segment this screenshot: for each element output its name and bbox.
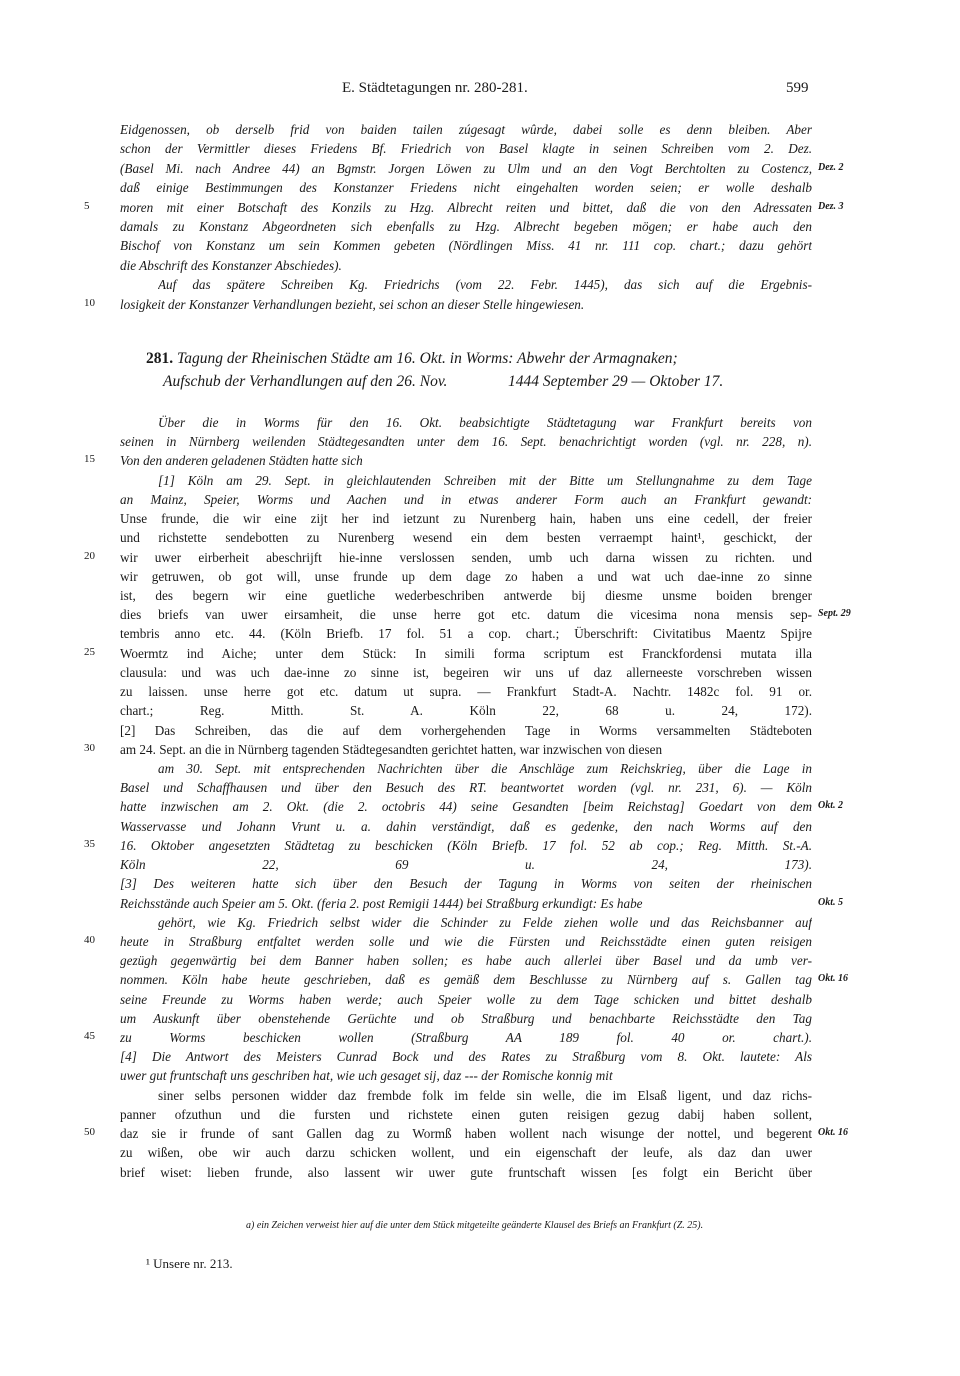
text-line: hatte inzwischen am 2. Okt. (die 2. octobris 44) seine Gesandten [beim Reichstag] Goedart von dem [120,799,812,815]
text-line: seinen in Nürnberg weilenden Städtegesandten unter dem 16. Sept. benachrichtigt worden (vgl. nr. 228, n). [120,434,812,450]
text-line: an Mainz, Speier, Worms und Aachen und in etwas anderer Form auch an Frankfurt gewandt: [120,491,812,507]
line-number: 40 [84,933,95,946]
text-line: die Abschrift des Konstanzer Abschiedes). [120,257,342,273]
text-line: ist, des begern wir eine guetliche wederbeschriben antwerde bij diesme unsme boiden brenger [120,587,812,603]
text-line: clausula: und was uch dae-inne zo sinne ist, begeiren wir uns uf daz allerneeste vorschreben wissen [120,664,812,680]
text-line: Bischof von Konstanz um sein Kommen gebeten (Nördlingen Miss. 41 nr. 111 cop. chart.; dazu gehört [120,238,812,254]
text-line: nommen. Köln habe heute geschrieben, daß es gemäß dem Beschlusse zu Nürnberg auf s. Gallen tag [120,972,812,988]
line-number: 20 [84,549,95,562]
text-line: um Auskunft über obenstehende Gerüchte und ob Straßburg und benachbarte Reichsstädte den Tag [120,1010,812,1026]
margin-date-note: Okt. 2 [818,800,843,812]
text-line: gehört, wie Kg. Friedrich selbst wider die Schinder zu Felde ziehen wolle und das Reichsbanner auf [158,914,812,930]
margin-date-note: Okt. 16 [818,1127,848,1139]
section-title-text: Tagung der Rheinischen Städte am 16. Okt. in Worms: Abwehr der Armagnaken; [177,350,678,367]
text-line: und richstette sendebotten zu Nurenberg wesend ein dem besten verraempt haint¹, geschickt, der [120,530,812,546]
text-line: panner ofzuthun und die fursten und richstete einen guten reisigen gezug dabij haben sollent, [120,1106,812,1122]
text-line: schon der Vermittler dieses Friedens Bf. Friedrich von Basel klagte in seinen Schreiben vom 2. Dez. [120,141,812,157]
text-line: Reichsstände auch Speier am 5. Okt. (feria 2. post Remigii 1444) bei Straßburg erkundigt: Es habe [120,895,643,911]
text-line: Über die in Worms für den 16. Okt. beabsichtigte Städtetagung war Frankfurt bereits von [158,415,812,430]
text-line: heute in Straßburg entfaltet werden solle und wie die Fürsten und Reichsstädte einen guten reisigen [120,933,812,949]
text-line: gezügh gegenwärtig bei dem Banner haben sollen; es habe auch allerlei über Basel und da umb ver- [120,953,812,969]
text-line: seine Freunde zu Worms haben werde; auch Speier wolle zu dem Tage schicken und bittet deshalb [120,991,812,1007]
section-date: 1444 September 29 — Oktober 17. [508,373,724,390]
text-line: Köln 22, 69 u. 24, 173). [120,857,812,873]
section-title-line1 [146,350,678,368]
text-line: tembris anno etc. 44. (Köln Briefb. 17 fol. 51 a cop. chart.; Überschrift: Civitatibus Maentz Spijre [120,626,812,642]
text-line: moren mit einer Botschaft des Konzils zu Hzg. Albrecht reiten und bittet, daß die von den Adressaten [120,199,812,215]
text-line: am 24. Sept. an die in Nürnberg tagenden Städtegesandten gerichtet hatten, war inzwischen von diesen [120,741,663,757]
line-number: 25 [84,645,95,658]
line-number: 10 [84,296,95,309]
text-line: brief wiset: lieben frunde, also lassent wir uwer gute fruntschaft wissen [es folgt ein Bericht über [120,1164,812,1180]
text-line: damals zu Konstanz Abgeordneten sich ebenfalls zu Hzg. Albrecht begeben mögen; er habe auch den [120,219,812,234]
text-line: dies briefs van uwer eirsamheit, die unse herre got etc. datum die vicesima nona mensis sep- [120,607,812,623]
line-number: 5 [84,199,90,212]
margin-date-note: Sept. 29 [818,608,851,620]
text-line: zu Worms beschicken wollen (Straßburg AA 189 fol. 40 or. chart.). [120,1030,812,1046]
text-line: Auf das spätere Schreiben Kg. Friedrichs (vom 22. Febr. 1445), das sich auf die Ergebnis- [158,277,812,293]
text-line: am 30. Sept. mit entsprechenden Nachrichten über die Anschläge zum Reichskrieg, über die Lage in [158,760,812,776]
text-line: Eidgenossen, ob derselb frid von baiden tailen zúgesagt wûrde, dabei solle es denn bleiben. Aber [120,122,812,137]
text-line: zu wißen, obe wir auch darzu schicken wollent, und ein eigenschaft der leufe, als daz dan uwer [120,1145,812,1161]
text-line: Von den anderen geladenen Städten hatte sich [120,453,363,469]
text-line: [2] Das Schreiben, das die auf dem vorhergehenden Tage in Worms versammelten Städteboten [120,722,812,738]
text-line: siner selbs personen widder daz frembde folk im felde sin welle, die im Elsaß ligent, und daz richs- [158,1087,812,1103]
footnote-a: a) ein Zeichen verweist hier auf die unter dem Stück mitgeteilte geänderte Klausel des Briefs an Frankfurt (Z. 25). [246,1220,704,1231]
text-line: [1] Köln am 29. Sept. in gleichlautenden Schreiben mit der Bitte um Stellungnahme zu dem Tage [158,472,812,488]
page-number: 599 [786,80,809,96]
line-number: 45 [84,1030,95,1043]
text-line: Wasservasse und Johann Vrunt u. a. dahin verständigt, daß es gedenke, den nach Worms auf den [120,818,812,834]
footnote-1: ¹ Unsere nr. 213. [146,1256,233,1271]
text-line: [3] Des weiteren hatte sich über den Besuch der Tagung in Worms von seiten der rheinischen [120,876,812,892]
section-number: 281. [146,350,174,367]
text-line: wir getruwen, ob got will, unse frunde up dem dage zo haben a und wat uch dae-inne zo sinne [120,568,812,584]
text-line: wir uwer eirberheit abeschrijft hie-inne verslossen senden, umb uch darna wissen zu richten. und [120,549,812,565]
line-number: 50 [84,1126,95,1139]
text-line: uwer gut fruntschaft uns geschriben hat, wie uch gesaget sij, daz --- der Romische konnig mit [120,1068,613,1084]
text-line: losigkeit der Konstanzer Verhandlungen bezieht, sei schon an dieser Stelle hingewiesen. [120,296,585,312]
margin-date-note: Okt. 5 [818,896,843,908]
margin-date-note: Dez. 2 [818,161,844,173]
margin-date-note: Dez. 3 [818,200,844,212]
text-line: 16. Oktober angesetzten Städtetag zu beschicken (Köln Briefb. 17 fol. 52 ab cop.; Reg. Mitth. St.-A. [120,837,812,853]
text-line: Unse frunde, die wir eine zijt her ind ietzunt zu Nurenberg hain, haben uns eine cedell, der freier [120,511,812,527]
text-line: daz sie ir frunde of sant Gallen dag zu Wormß haben wollent nach wisunge der nottel, und begerent [120,1126,812,1142]
text-line: Woermtz ind Aiche; unter dem Stück: In simili forma scriptum est Franckfordensi mutata illa [120,645,812,661]
text-line: [4] Die Antwort des Meisters Cunrad Bock und des Rates zu Straßburg vom 8. Okt. lautete: Als [120,1049,812,1065]
text-line: (Basel Mi. nach Andree 44) an Bgmstr. Jorgen Löwen zu Ulm und an den Vogt Berchtolten zu Costencz, [120,160,812,176]
text-line: daß einige Bestimmungen des Konstanzer Friedens nicht eingehalten worden seien; er wolle deshalb [120,180,812,196]
text-line: chart.; Reg. Mitth. St. A. Köln 22, 68 u. 24, 172). [120,703,812,719]
running-title: E. Städtetagungen nr. 280-281. [342,80,528,96]
line-number: 30 [84,741,95,754]
text-line: zu laissen. unse herre got etc. datum ut supra. — Frankfurt Stadt-A. Nachtr. 1482c fol. 91 or. [120,684,812,700]
line-number: 15 [84,453,95,466]
text-line: Basel und Schaffhausen und über den Besuch des RT. beantwortet worden (vgl. nr. 231, 6). — Köln [120,780,812,796]
line-number: 35 [84,837,95,850]
margin-date-note: Okt. 16 [818,973,848,985]
section-title-line2: Aufschub der Verhandlungen auf den 26. Nov. [163,373,448,390]
